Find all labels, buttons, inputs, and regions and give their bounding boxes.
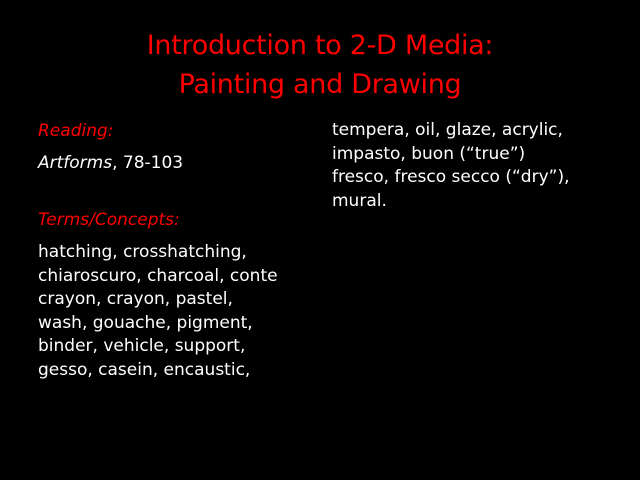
- terms-line: fresco, fresco secco (“dry”),: [332, 167, 570, 187]
- terms-line: impasto, buon (“true”): [332, 143, 526, 164]
- left-column: [38, 119, 318, 382]
- terms-list-left: [38, 241, 318, 382]
- terms-line: gesso, casein, encaustic,: [38, 359, 251, 380]
- right-column: [332, 119, 622, 213]
- terms-label: Terms/Concepts:: [38, 210, 180, 230]
- slide-title: [0, 26, 640, 104]
- title-line-1: Introduction to 2-D Media:: [146, 30, 494, 61]
- terms-line: binder, vehicle, support,: [38, 336, 246, 356]
- terms-line: hatching, crosshatching,: [38, 242, 247, 262]
- reading-pages: , 78-103: [112, 153, 184, 173]
- terms-line: chiaroscuro, charcoal, conte: [38, 265, 278, 286]
- reading-book-title: Artforms: [38, 153, 113, 173]
- terms-line: wash, gouache, pigment,: [38, 312, 253, 333]
- terms-list-right: [332, 119, 622, 213]
- title-line-2: Painting and Drawing: [178, 69, 462, 100]
- terms-line: crayon, crayon, pastel,: [38, 289, 233, 309]
- terms-line: mural.: [332, 190, 387, 211]
- terms-line: tempera, oil, glaze, acrylic,: [332, 120, 563, 140]
- reading-label: Reading:: [38, 121, 114, 141]
- reading-reference: [38, 151, 318, 175]
